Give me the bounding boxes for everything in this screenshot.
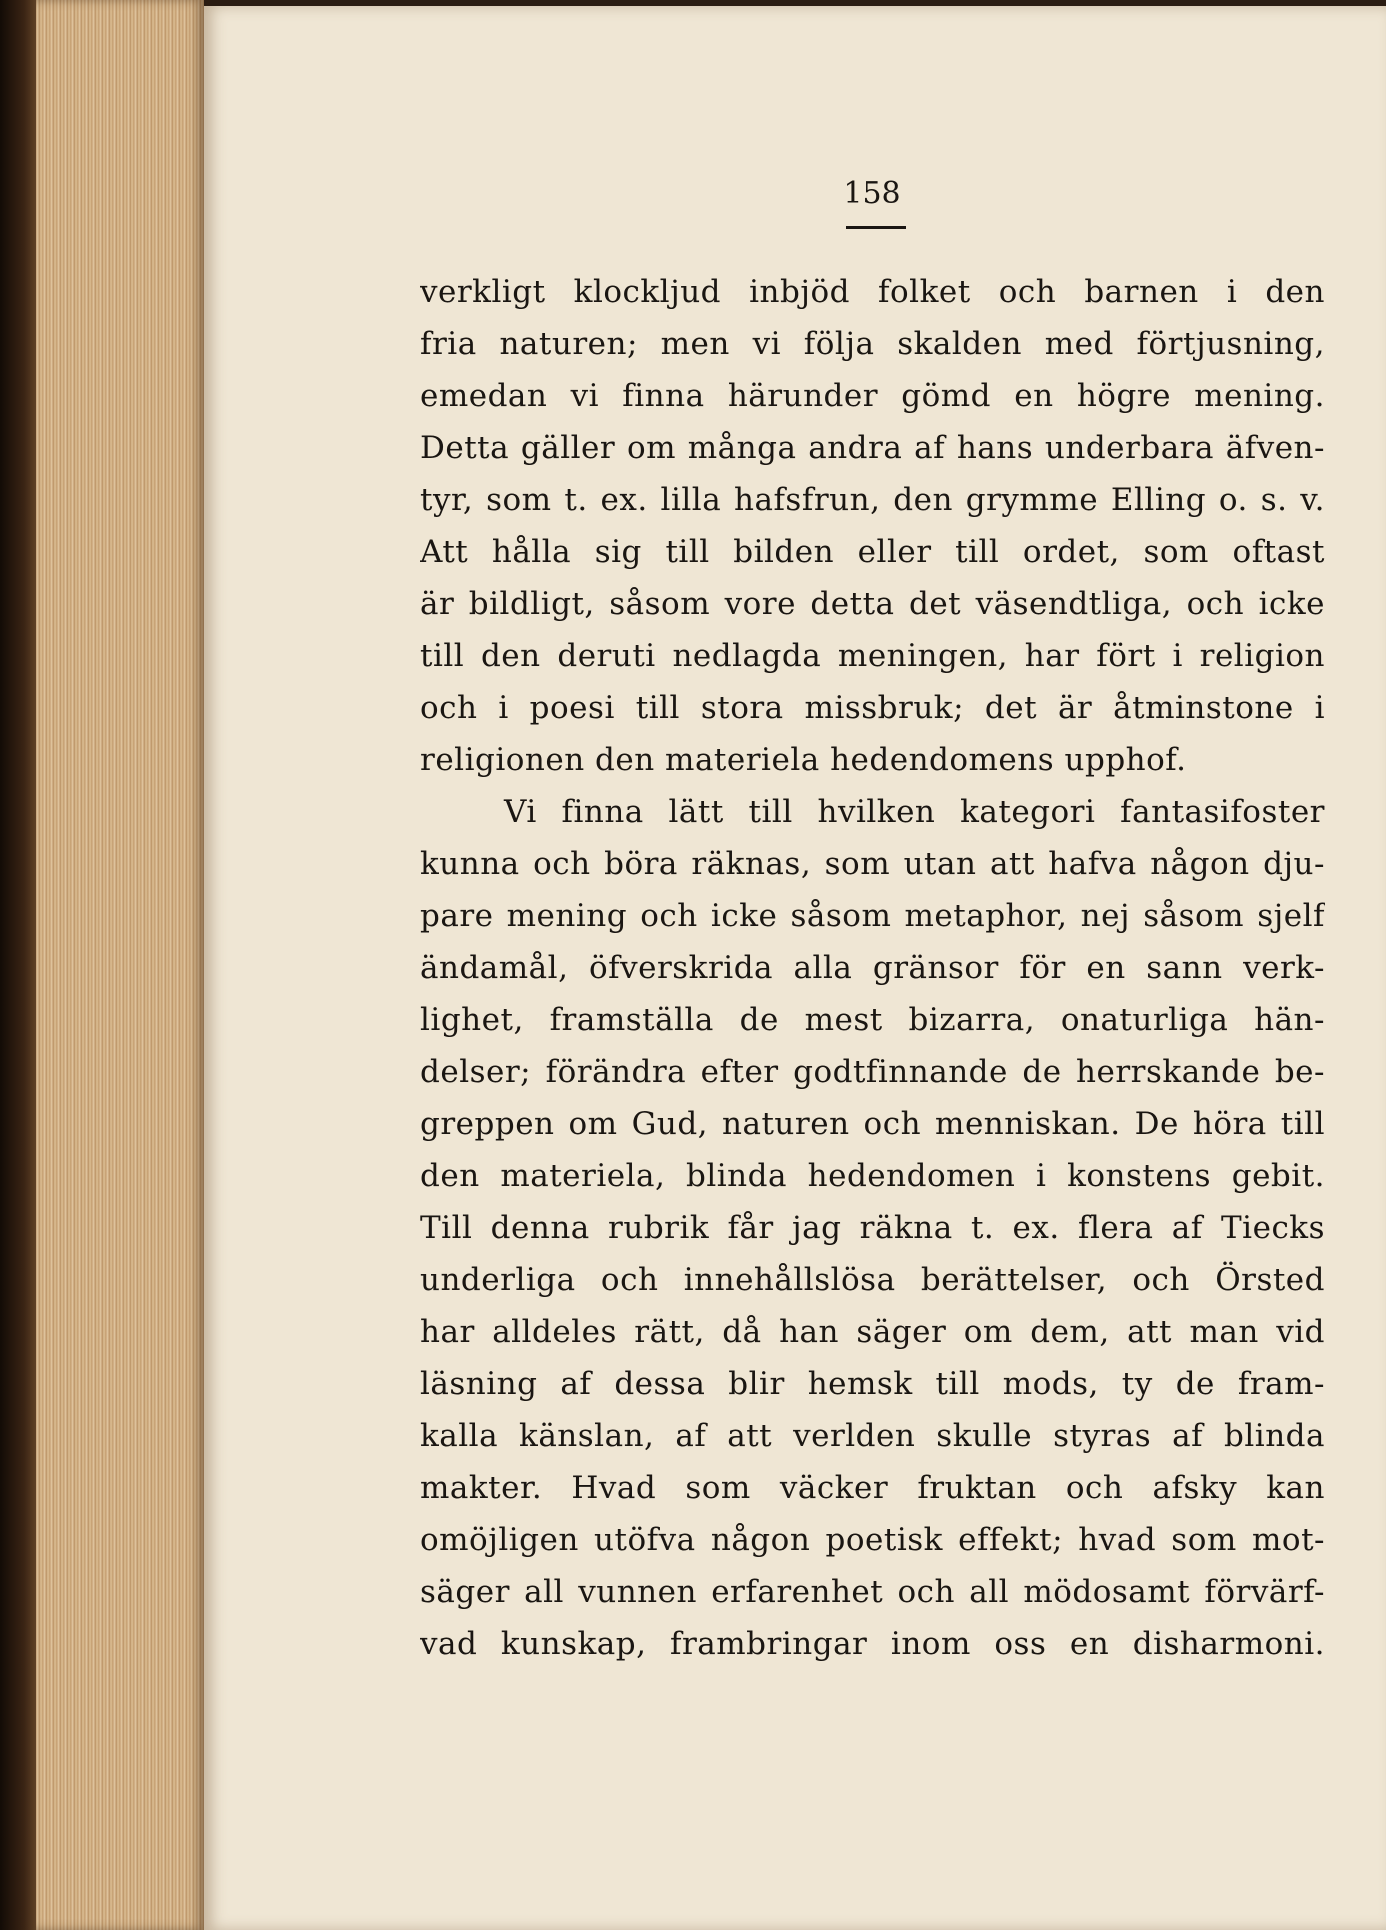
text-line: emedan vi finna härunder gömd en högre mening. (420, 378, 1325, 414)
text-line: underliga och innehållslösa berättelser, och Örsted (420, 1262, 1325, 1298)
text-line: greppen om Gud, naturen och menniskan. De höra till (420, 1106, 1325, 1142)
page-edges-stack (36, 0, 204, 1930)
book-binding-shadow (0, 0, 40, 1930)
text-line: Att hålla sig till bilden eller till ordet, som oftast (420, 534, 1325, 570)
text-line: lighet, framställa de mest bizarra, onaturliga hän- (420, 1002, 1325, 1038)
text-line: tyr, som t. ex. lilla hafsfrun, den grymme Elling o. s. v. (420, 482, 1325, 518)
text-line: säger all vunnen erfarenhet och all mödosamt förvärf- (420, 1574, 1325, 1610)
text-line: läsning af dessa blir hemsk till mods, ty de fram- (420, 1366, 1325, 1402)
page-number: 158 (843, 176, 901, 211)
text-line: till den deruti nedlagda meningen, har fört i religion (420, 638, 1325, 674)
text-line: Detta gäller om många andra af hans underbara äfven- (420, 430, 1325, 466)
text-line: religionen den materiela hedendomens upphof. (420, 742, 1187, 778)
text-line: omöjligen utöfva någon poetisk effekt; hvad som mot- (420, 1522, 1325, 1558)
text-line: fria naturen; men vi följa skalden med förtjusning, (420, 326, 1325, 362)
text-line: kalla känslan, af att verlden skulle styras af blinda (420, 1418, 1325, 1454)
text-line: pare mening och icke såsom metaphor, nej såsom sjelf (420, 898, 1325, 934)
text-line: vad kunskap, frambringar inom oss en disharmoni. (420, 1626, 1325, 1662)
text-line: delser; förändra efter godtfinnande de herrskande be- (420, 1054, 1325, 1090)
text-line: den materiela, blinda hedendomen i konstens gebit. (420, 1158, 1325, 1194)
text-line: är bildligt, såsom vore detta det väsendtliga, och icke (420, 586, 1325, 622)
body-text (420, 266, 1325, 1670)
text-line: kunna och böra räknas, som utan att hafva någon dju- (420, 846, 1325, 882)
text-line: och i poesi till stora missbruk; det är åtminstone i (420, 690, 1325, 726)
text-line: ändamål, öfverskrida alla gränsor för en sann verk- (420, 950, 1325, 986)
page-number-rule (846, 226, 906, 229)
paragraph-first-line: Vi finna lätt till hvilken kategori fantasifoster (504, 794, 1325, 830)
text-line: makter. Hvad som väcker fruktan och afsky kan (420, 1470, 1325, 1506)
text-line: verkligt klockljud inbjöd folket och barnen i den (420, 274, 1325, 310)
text-line: har alldeles rätt, då han säger om dem, att man vid (420, 1314, 1325, 1350)
text-line: Till denna rubrik får jag räkna t. ex. flera af Tiecks (420, 1210, 1325, 1246)
